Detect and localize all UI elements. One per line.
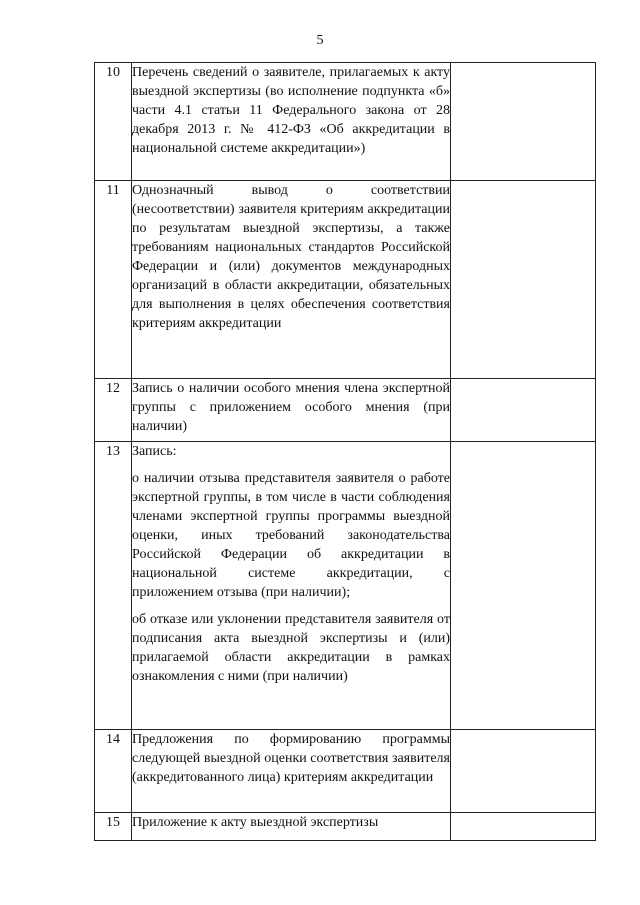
paragraph: Приложение к акту выездной экспертизы xyxy=(132,815,379,830)
table-row xyxy=(95,63,596,181)
row-number: 11 xyxy=(95,181,132,379)
empty-cell xyxy=(451,63,596,181)
row-description xyxy=(132,730,451,813)
paragraph: Запись о наличии особого мнения члена экспертной группы с приложением особого мнения (при наличии) xyxy=(132,381,450,434)
paragraph: о наличии отзыва представителя заявителя о работе экспертной группы, в том числе в части соблюдения членами экспертной группы программы выездной оценки, иных требований законодательства Российской Федерации об аккредитации в национальной системе аккредитации, с приложением отзыва (при наличии); xyxy=(132,471,450,600)
paragraph: Перечень сведений о заявителе, прилагаемых к акту выездной экспертизы (во исполнение подпункта «б» части 4.1 статьи 11 Федерального закона от 28 декабря 2013 г. № 412-ФЗ «Об аккредитации в национальной системе аккредитации») xyxy=(132,65,450,156)
paragraph: об отказе или уклонении представителя заявителя от подписания акта выездной экспертизы и (или) прилагаемой области аккредитации в рамках ознакомления с ними (при наличии) xyxy=(132,612,450,684)
table-row xyxy=(95,181,596,379)
empty-cell xyxy=(451,730,596,813)
row-description xyxy=(132,379,451,442)
paragraph: Предложения по формированию программы следующей выездной оценки соответствия заявителя (аккредитованного лица) критериям аккредитации xyxy=(132,732,450,785)
row-number: 12 xyxy=(95,379,132,442)
paragraph: Однозначный вывод о соответствии (несоответствии) заявителя критериям аккредитации по результатам выездной экспертизы, а также требованиям национальных стандартов Российской Федерации и (или) документов международных организаций в области аккредитации, обязательных для выполнения в целях обеспечения соответствия критериям аккредитации xyxy=(132,183,450,331)
table-row xyxy=(95,442,596,730)
table-row xyxy=(95,730,596,813)
paragraph: Запись: xyxy=(132,444,177,459)
row-description xyxy=(132,63,451,181)
row-description xyxy=(132,442,451,730)
row-number: 10 xyxy=(95,63,132,181)
row-number: 13 xyxy=(95,442,132,730)
table-row xyxy=(95,813,596,841)
row-number: 14 xyxy=(95,730,132,813)
row-number: 15 xyxy=(95,813,132,841)
table-row xyxy=(95,379,596,442)
empty-cell xyxy=(451,813,596,841)
row-description xyxy=(132,813,451,841)
empty-cell xyxy=(451,442,596,730)
document-table xyxy=(94,62,596,841)
row-description xyxy=(132,181,451,379)
empty-cell xyxy=(451,181,596,379)
page-number: 5 xyxy=(316,33,324,48)
empty-cell xyxy=(451,379,596,442)
